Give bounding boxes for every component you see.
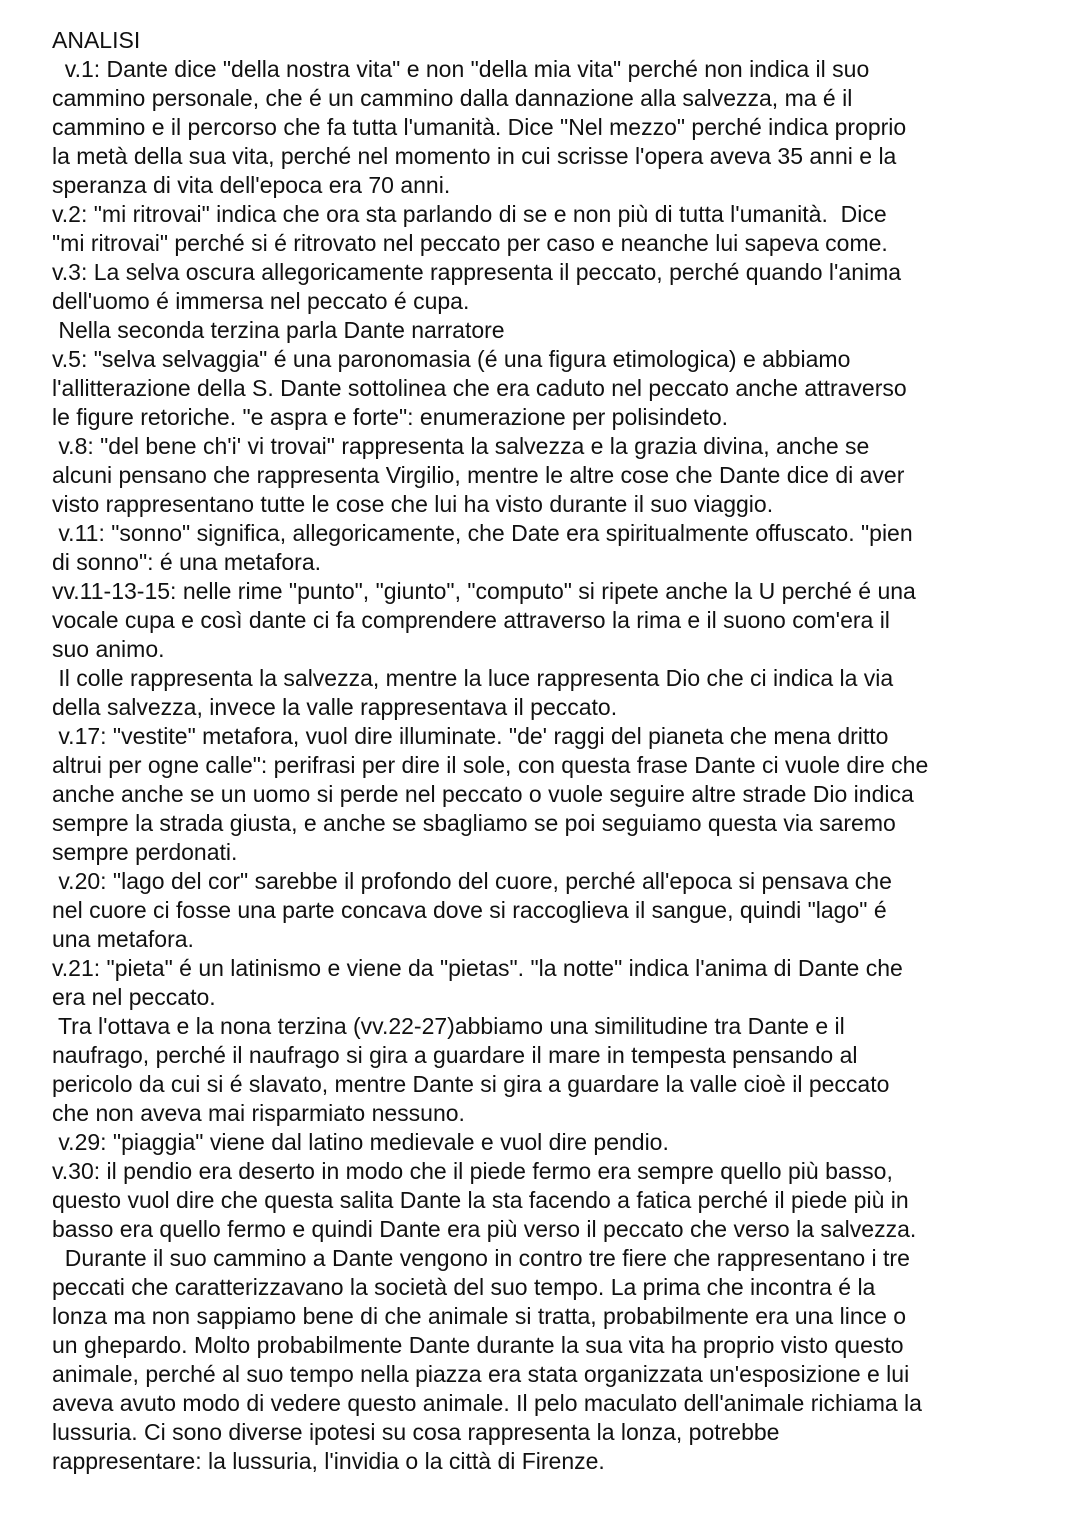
text-line: v.17: "vestite" metafora, vuol dire illuminate. "de' raggi del pianeta che mena dritto xyxy=(52,723,889,749)
text-line: "mi ritrovai" perché si é ritrovato nel peccato per caso e neanche lui sapeva come. xyxy=(52,230,888,256)
text-line: v.29: "piaggia" viene dal latino medievale e vuol dire pendio. xyxy=(52,1129,669,1155)
text-line: rappresentare: la lussuria, l'invidia o la città di Firenze. xyxy=(52,1448,605,1474)
text-line: sempre perdonati. xyxy=(52,839,238,865)
text-line: v.30: il pendio era deserto in modo che il piede fermo era sempre quello più basso, xyxy=(52,1158,893,1184)
text-line: pericolo da cui si é slavato, mentre Dante si gira a guardare la valle cioè il peccato xyxy=(52,1071,890,1097)
text-line: vv.11-13-15: nelle rime "punto", "giunto", "computo" si ripete anche la U perché é una xyxy=(52,578,916,604)
text-line: Tra l'ottava e la nona terzina (vv.22-27)abbiamo una similitudine tra Dante e il xyxy=(52,1013,845,1039)
text-line: altrui per ogne calle": perifrasi per dire il sole, con questa frase Dante ci vuole dire che xyxy=(52,752,929,778)
text-line: questo vuol dire che questa salita Dante la sta facendo a fatica perché il piede più in xyxy=(52,1187,909,1213)
text-line: un ghepardo. Molto probabilmente Dante durante la sua vita ha proprio visto questo xyxy=(52,1332,904,1358)
text-line: cammino personale, che é un cammino dalla dannazione alla salvezza, ma é il xyxy=(52,85,853,111)
text-line: v.21: "pieta" é un latinismo e viene da "pietas". "la notte" indica l'anima di Dante che xyxy=(52,955,903,981)
text-line: dell'uomo é immersa nel peccato é cupa. xyxy=(52,288,470,314)
text-line: Durante il suo cammino a Dante vengono in contro tre fiere che rappresentano i tre xyxy=(52,1245,910,1271)
text-line: speranza di vita dell'epoca era 70 anni. xyxy=(52,172,451,198)
text-line: visto rappresentano tutte le cose che lui ha visto durante il suo viaggio. xyxy=(52,491,774,517)
text-line: lussuria. Ci sono diverse ipotesi su cosa rappresenta la lonza, potrebbe xyxy=(52,1419,780,1445)
text-line: era nel peccato. xyxy=(52,984,216,1010)
text-line: v.11: "sonno" significa, allegoricamente, che Date era spiritualmente offuscato. "pien xyxy=(52,520,913,546)
document-title: ANALISI xyxy=(52,27,141,53)
text-line: animale, perché al suo tempo nella piazza era stata organizzata un'esposizione e lui xyxy=(52,1361,910,1387)
text-line: v.2: "mi ritrovai" indica che ora sta parlando di se e non più di tutta l'umanità. Dice xyxy=(52,201,887,227)
text-line: la metà della sua vita, perché nel momento in cui scrisse l'opera aveva 35 anni e la xyxy=(52,143,897,169)
text-line: Nella seconda terzina parla Dante narratore xyxy=(52,317,505,343)
text-line: lonza ma non sappiamo bene di che animale si tratta, probabilmente era una lince o xyxy=(52,1303,907,1329)
text-line: naufrago, perché il naufrago si gira a guardare il mare in tempesta pensando al xyxy=(52,1042,858,1068)
text-line: di sonno": é una metafora. xyxy=(52,549,322,575)
text-line: della salvezza, invece la valle rappresentava il peccato. xyxy=(52,694,618,720)
text-line: sempre la strada giusta, e anche se sbagliamo se poi seguiamo questa via saremo xyxy=(52,810,896,836)
text-line: una metafora. xyxy=(52,926,194,952)
text-line: v.20: "lago del cor" sarebbe il profondo del cuore, perché all'epoca si pensava che xyxy=(52,868,892,894)
text-line: nel cuore ci fosse una parte concava dove si raccoglieva il sangue, quindi "lago" é xyxy=(52,897,887,923)
text-line: peccati che caratterizzavano la società del suo tempo. La prima che incontra é la xyxy=(52,1274,876,1300)
text-line: v.3: La selva oscura allegoricamente rappresenta il peccato, perché quando l'anima xyxy=(52,259,902,285)
text-line: cammino e il percorso che fa tutta l'umanità. Dice "Nel mezzo" perché indica proprio xyxy=(52,114,907,140)
text-line: v.5: "selva selvaggia" é una paronomasia (é una figura etimologica) e abbiamo xyxy=(52,346,851,372)
text-line: Il colle rappresenta la salvezza, mentre la luce rappresenta Dio che ci indica la via xyxy=(52,665,894,691)
text-line: anche anche se un uomo si perde nel peccato o vuole seguire altre strade Dio indica xyxy=(52,781,914,807)
text-line: che non aveva mai risparmiato nessuno. xyxy=(52,1100,465,1126)
text-line: suo animo. xyxy=(52,636,165,662)
text-line: alcuni pensano che rappresenta Virgilio, mentre le altre cose che Dante dice di aver xyxy=(52,462,905,488)
text-line: aveva avuto modo di vedere questo animale. Il pelo maculato dell'animale richiama la xyxy=(52,1390,922,1416)
text-line: le figure retoriche. "e aspra e forte": enumerazione per polisindeto. xyxy=(52,404,729,430)
text-line: v.1: Dante dice "della nostra vita" e non "della mia vita" perché non indica il suo xyxy=(52,56,870,82)
text-line: l'allitterazione della S. Dante sottolinea che era caduto nel peccato anche attraverso xyxy=(52,375,907,401)
text-line: vocale cupa e così dante ci fa comprendere attraverso la rima e il suono com'era il xyxy=(52,607,890,633)
text-line: v.8: "del bene ch'i' vi trovai" rappresenta la salvezza e la grazia divina, anche se xyxy=(52,433,870,459)
text-line: basso era quello fermo e quindi Dante era più verso il peccato che verso la salvezza. xyxy=(52,1216,917,1242)
